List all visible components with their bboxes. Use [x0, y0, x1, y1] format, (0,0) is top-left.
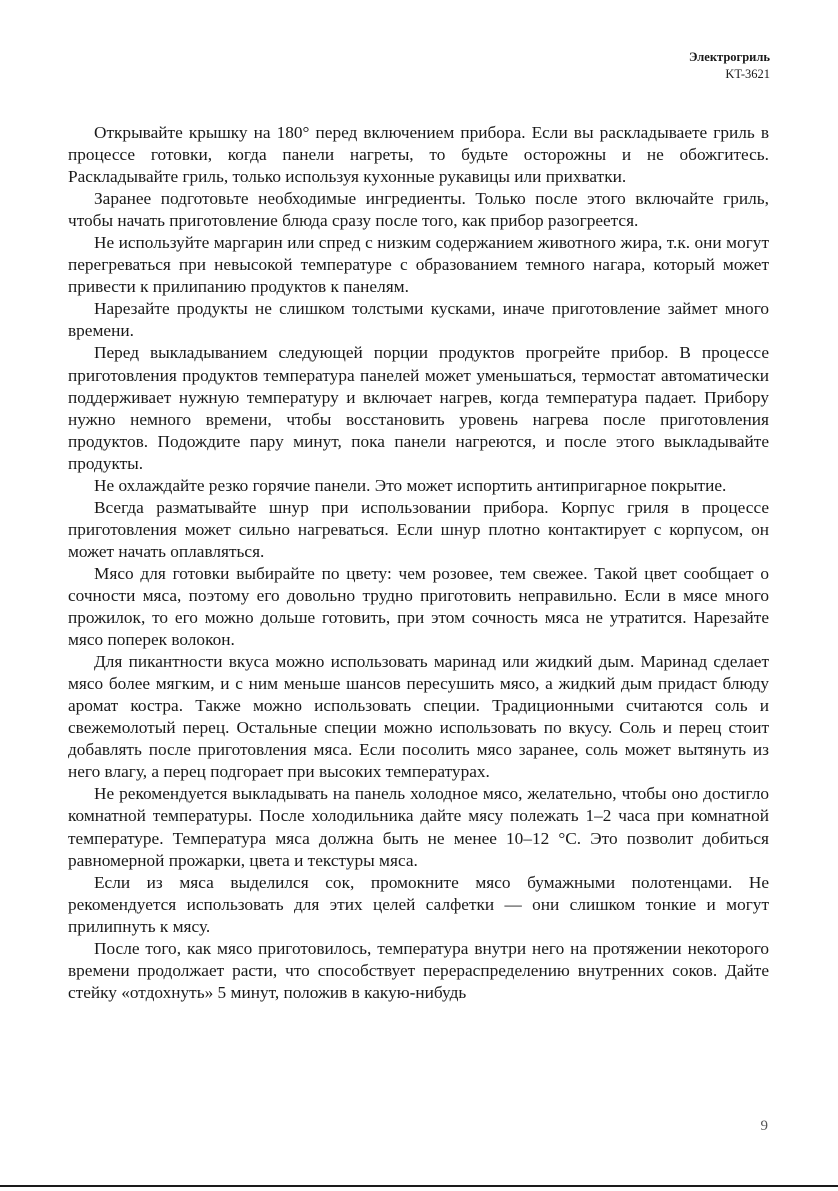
paragraph: Для пикантности вкуса можно использовать маринад или жидкий дым. Маринад сделает мясо более мягким, и с ним меньше шансов пересушить мясо, а жидкий дым придаст блюду аромат костра. Также можно использовать специи. Традиционными считаются соль и свежемолотый перец. Остальные специи можно использовать по вкусу. Соль и перец стоит добавлять после приготовления мяса. Если посолить мясо заранее, соль может вытянуть из него влагу, а перец подгорает при высоких температурах. [68, 652, 769, 782]
bottom-divider [0, 1185, 838, 1187]
body-text [68, 122, 769, 1004]
page-header [689, 49, 770, 83]
paragraph: Если из мяса выделился сок, промокните мясо бумажными полотенцами. Не рекомендуется использовать для этих целей салфетки — они слишком тонкие и могут прилипнуть к мясу. [68, 872, 769, 936]
product-model: KT-3621 [725, 67, 770, 81]
paragraph: Не рекомендуется выкладывать на панель холодное мясо, желательно, чтобы оно достигло комнатной температуры. После холодильника дайте мясу полежать 1–2 часа при комнатной температуре. Температура мяса должна быть не менее 10–12 °C. Это позволит добиться равномерной прожарки, цвета и текстуры мяса. [68, 784, 769, 870]
paragraph: Заранее подготовьте необходимые ингредиенты. Только после этого включайте гриль, чтобы начать приготовление блюда сразу после того, как прибор разогреется. [68, 189, 769, 231]
paragraph: Нарезайте продукты не слишком толстыми кусками, иначе приготовление займет много времени. [68, 299, 769, 341]
paragraph: Всегда разматывайте шнур при использовании прибора. Корпус гриля в процессе приготовления может сильно нагреваться. Если шнур плотно контактирует с корпусом, он может начать оплавляться. [68, 497, 769, 561]
paragraph: Не охлаждайте резко горячие панели. Это может испортить антипригарное покрытие. [94, 475, 727, 495]
paragraph: Перед выкладыванием следующей порции продуктов прогрейте прибор. В процессе приготовления продуктов температура панелей может уменьшаться, термостат автоматически поддерживает нужную температуру и включает нагрев, когда температура падает. Прибору нужно немного времени, чтобы восстановить уровень нагрева после приготовления продуктов. Подождите пару минут, пока панели нагреются, и после этого выкладывайте продукты. [68, 343, 769, 473]
paragraph: Не используйте маргарин или спред с низким содержанием животного жира, т.к. они могут перегреваться при невысокой температуре с образованием темного нагара, который может привести к прилипанию продуктов к панелям. [68, 233, 769, 297]
page-number: 9 [760, 1118, 768, 1134]
paragraph: После того, как мясо приготовилось, температура внутри него на протяжении некоторого времени продолжает расти, что способствует перераспределению внутренних соков. Дайте стейку «отдохнуть» 5 минут, положив в какую-нибудь [68, 938, 769, 1002]
paragraph: Открывайте крышку на 180° перед включением прибора. Если вы раскладываете гриль в процессе готовки, когда панели нагреты, то будьте осторожны и не обожгитесь. Раскладывайте гриль, только используя кухонные рукавицы или прихватки. [68, 123, 769, 187]
paragraph: Мясо для готовки выбирайте по цвету: чем розовее, тем свежее. Такой цвет сообщает о сочности мяса, поэтому его довольно трудно приготовить неправильно. Если в мясе много прожилок, то его можно дольше готовить, при этом сочность мяса не утратится. Нарезайте мясо поперек волокон. [68, 563, 769, 650]
product-title: Электрогриль [688, 50, 770, 64]
